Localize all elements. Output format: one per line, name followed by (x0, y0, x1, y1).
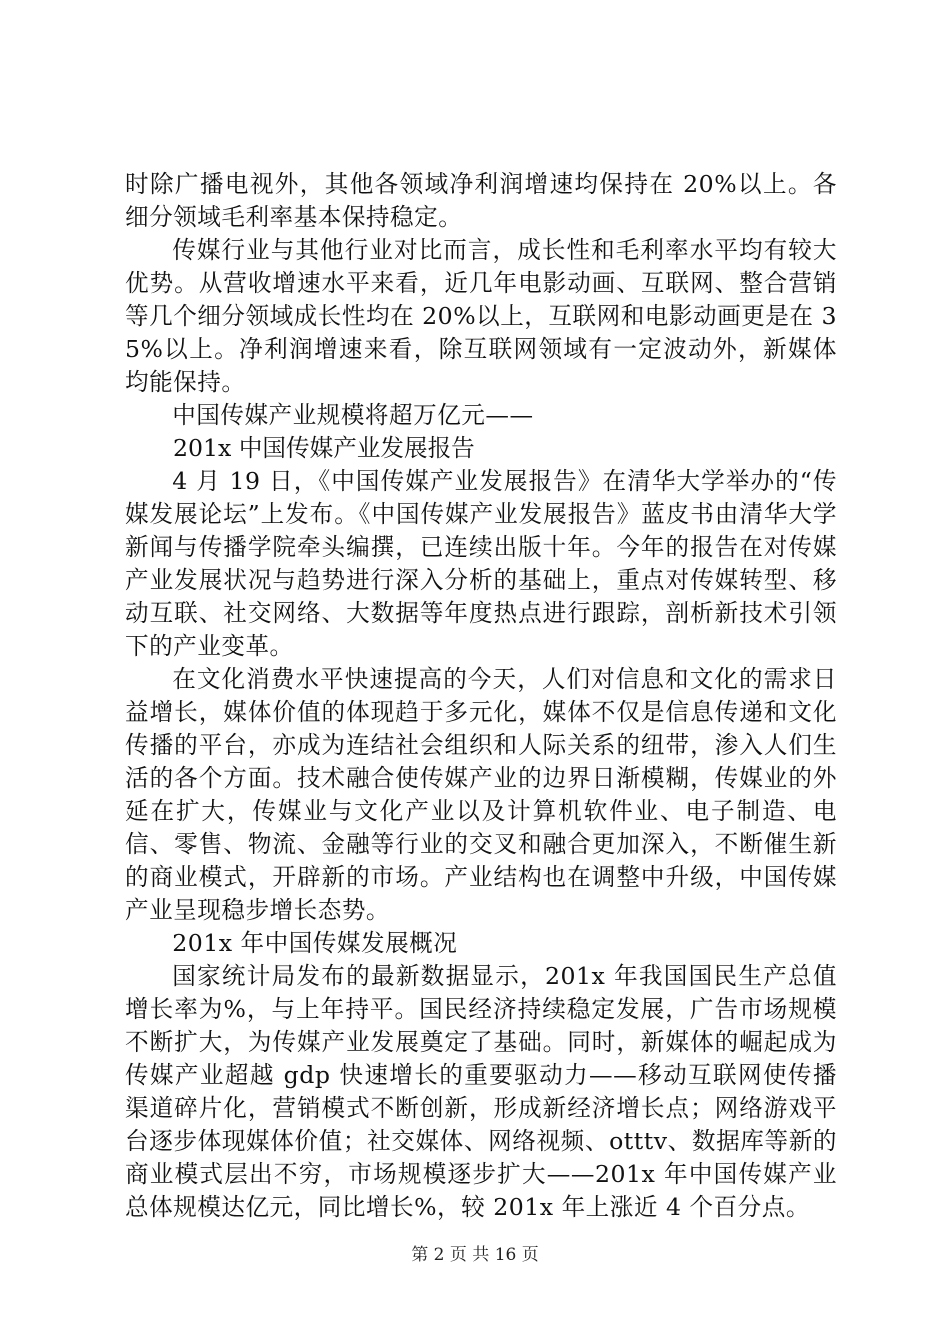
paragraph-industry-comparison: 传媒行业与其他行业对比而言，成长性和毛利率水平均有较大优势。从营收增速水平来看，近几年电影动画、互联网、整合营销等几个细分领域成长性均在 20%以上，互联网和电影动画更是在 35%以上。净利润增速来看，除互联网领域有一定波动外，新媒体均能保持。 (125, 236, 837, 396)
paragraph-report-release: 4 月 19 日，《中国传媒产业发展报告》在清华大学举办的“传媒发展论坛”上发布。《中国传媒产业发展报告》蓝皮书由清华大学新闻与传播学院牵头编撰，已连续出版十年。今年的报告在对传媒产业发展状况与趋势进行深入分析的基础上，重点对传媒转型、移动互联、社交网络、大数据等年度热点进行跟踪，剖析新技术引领下的产业变革。 (125, 467, 837, 660)
heading-report-title: 201x 中国传媒产业发展报告 (173, 434, 475, 462)
heading-development-overview: 201x 年中国传媒发展概况 (172, 929, 458, 957)
document-body (125, 168, 837, 1224)
page-footer: 第 2 页 共 16 页 (411, 1245, 539, 1265)
heading-industry-scale: 中国传媒产业规模将超万亿元—— (172, 401, 534, 429)
paragraph-cultural-consumption: 在文化消费水平快速提高的今天，人们对信息和文化的需求日益增长，媒体价值的体现趋于多元化，媒体不仅是信息传递和文化传播的平台，亦成为连结社会组织和人际关系的纽带，渗入人们生活的各个方面。技术融合使传媒产业的边界日渐模糊，传媒业的外延在扩大，传媒业与文化产业以及计算机软件业、电子制造、电信、零售、物流、金融等行业的交叉和融合更加深入，不断催生新的商业模式，开辟新的市场。产业结构也在调整中升级，中国传媒产业呈现稳步增长态势。 (125, 665, 837, 924)
paragraph-continuation: 时除广播电视外，其他各领域净利润增速均保持在 20%以上。各细分领域毛利率基本保持稳定。 (125, 170, 837, 231)
paragraph-statistics: 国家统计局发布的最新数据显示，201x 年我国国民生产总值增长率为%，与上年持平。国民经济持续稳定发展，广告市场规模不断扩大，为传媒产业发展奠定了基础。同时，新媒体的崛起成为传媒产业超越 gdp 快速增长的重要驱动力——移动互联网使传播渠道碎片化，营销模式不断创新，形成新经济增长点；网络游戏平台逐步体现媒体价值；社交媒体、网络视频、otttv、数据库等新的商业模式层出不穷，市场规模逐步扩大——201x 年中国传媒产业总体规模达亿元，同比增长%，较 201x 年上涨近 4 个百分点。 (125, 962, 837, 1221)
